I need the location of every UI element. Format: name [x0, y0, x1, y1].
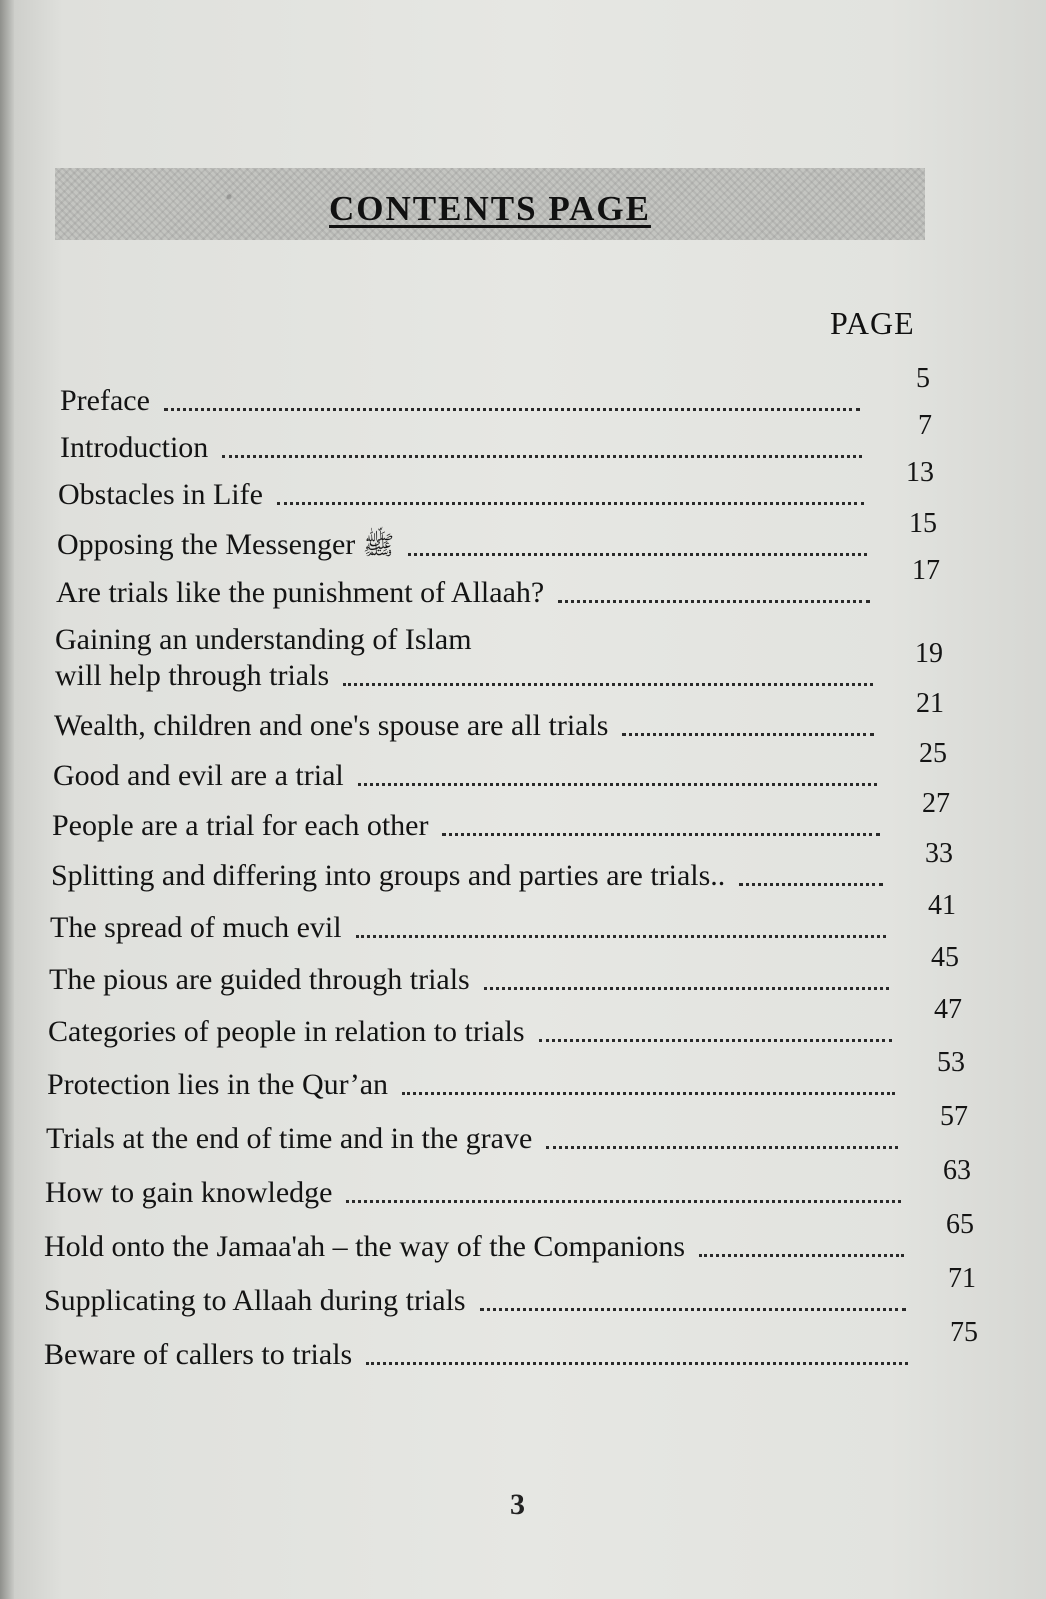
- toc-entry: [55, 622, 943, 694]
- toc-entry-page: 65: [946, 1209, 974, 1240]
- toc-entry-page: 41: [928, 890, 956, 921]
- toc-entry-title-line2: will help through trials: [55, 659, 330, 692]
- toc-entry-page: 7: [918, 410, 932, 441]
- dot-leader: [546, 1146, 898, 1149]
- toc-entry-title: The spread of much evil: [50, 911, 342, 944]
- honorific-symbol: ﷺ: [362, 531, 395, 560]
- toc-entry: [44, 1263, 976, 1319]
- toc-entry: [52, 788, 950, 844]
- toc-entry-page: 33: [925, 838, 953, 869]
- toc-entry-title: Hold onto the Jamaa'ah – the way of the Companions: [44, 1230, 686, 1263]
- dot-leader: [358, 783, 877, 786]
- toc-entry-title: Supplicating to Allaah during trials: [44, 1284, 466, 1317]
- toc-entry-row: [55, 622, 943, 658]
- toc-entry-page: 21: [916, 688, 944, 719]
- dot-leader: [558, 600, 870, 603]
- toc-entry: [58, 457, 934, 513]
- toc-entry: [49, 942, 959, 998]
- dot-leader: [277, 502, 864, 505]
- dot-leader: [699, 1254, 904, 1257]
- toc-entry: [60, 410, 932, 466]
- footer-page-number: 3: [510, 1488, 525, 1521]
- toc-entry: [56, 555, 940, 611]
- toc-entry-page: 47: [934, 994, 962, 1025]
- toc-entry-title: Introduction: [60, 431, 209, 464]
- page-title: CONTENTS PAGE: [329, 189, 651, 228]
- toc-entry-title: Obstacles in Life: [58, 478, 263, 511]
- toc-entry-page: 25: [919, 738, 947, 769]
- dot-leader: [480, 1308, 906, 1311]
- toc-entry: [47, 1047, 965, 1103]
- toc-entry-title: Trials at the end of time and in the grave: [46, 1122, 533, 1155]
- toc-entry-title: Wealth, children and one's spouse are all trials: [54, 709, 609, 742]
- toc-entry-title: Categories of people in relation to trials: [48, 1015, 525, 1048]
- toc-entry: [57, 508, 937, 564]
- toc-entry-page: 75: [950, 1317, 978, 1348]
- toc-entry-page: 19: [915, 638, 943, 669]
- toc-entry: [45, 1155, 971, 1211]
- dot-leader: [356, 935, 886, 938]
- toc-entry-title: [57, 527, 394, 564]
- toc-entry-title: Are trials like the punishment of Allaah?: [56, 576, 545, 609]
- toc-entry-page: 71: [948, 1263, 976, 1294]
- dot-leader: [366, 1362, 908, 1365]
- toc-entry: [60, 363, 930, 419]
- toc-entry-page: 5: [916, 363, 930, 394]
- toc-entry: [44, 1209, 974, 1265]
- dot-leader: [539, 1039, 892, 1042]
- toc-entry: [46, 1101, 968, 1157]
- toc-entry-title-text: Opposing the Messenger: [57, 528, 356, 561]
- toc-entry-page: 53: [937, 1047, 965, 1078]
- toc-entry-title: Beware of callers to trials: [44, 1338, 353, 1371]
- toc-entry-page: 17: [912, 555, 940, 586]
- dot-leader: [739, 883, 883, 886]
- toc-entry-title: People are a trial for each other: [52, 809, 429, 842]
- dot-leader: [408, 553, 867, 556]
- dot-leader: [343, 683, 873, 686]
- page-column-heading: PAGE: [830, 305, 915, 341]
- dot-leader: [222, 455, 862, 458]
- toc-entry-page: 27: [922, 788, 950, 819]
- toc-entry: [44, 1317, 978, 1373]
- toc-entry-title-line1: Gaining an understanding of Islam: [55, 623, 472, 656]
- dot-leader: [484, 987, 889, 990]
- toc-entry-page: 63: [943, 1155, 971, 1186]
- dot-leader: [442, 833, 880, 836]
- toc-entry-title: Splitting and differing into groups and parties are trials..: [51, 859, 726, 892]
- dot-leader: [164, 408, 860, 411]
- dot-leader: [346, 1200, 901, 1203]
- dot-leader: [622, 733, 874, 736]
- toc-entry-page: 13: [906, 457, 934, 488]
- toc-entry: [50, 890, 956, 946]
- toc-entry: [53, 738, 947, 794]
- toc-entry-title: Protection lies in the Qur’an: [47, 1068, 389, 1101]
- toc-entry-page: 45: [931, 942, 959, 973]
- toc-entry-title: How to gain knowledge: [45, 1176, 333, 1209]
- toc-entry: [54, 688, 944, 744]
- toc-entry-title: Good and evil are a trial: [53, 759, 344, 792]
- toc-entry: [48, 994, 962, 1050]
- toc-entry: [51, 838, 953, 894]
- dot-leader: [402, 1092, 895, 1095]
- toc-entry-title: Preface: [60, 384, 150, 417]
- toc-entry-page: 57: [940, 1101, 968, 1132]
- toc-entry-page: 15: [909, 508, 937, 539]
- toc-entry-title: The pious are guided through trials: [49, 963, 470, 996]
